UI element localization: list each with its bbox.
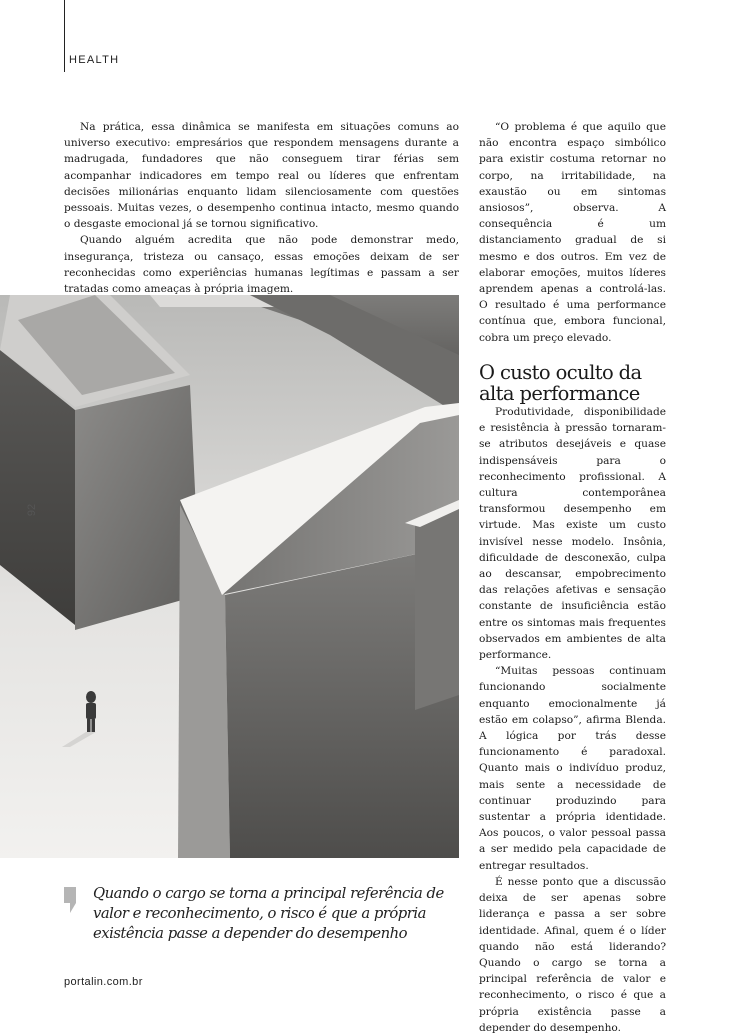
section-label: HEALTH bbox=[69, 54, 120, 66]
header-rule bbox=[64, 0, 65, 72]
right-text-column-bottom bbox=[479, 404, 666, 1036]
pullquote: Quando o cargo se torna a principal referência de valor e reconhecimento, o risco é que a própria existência passe a depender do desempenho bbox=[93, 885, 444, 942]
quote-mark-icon bbox=[64, 887, 76, 913]
paragraph: Quando alguém acredita que não pode demonstrar medo, insegurança, tristeza ou cansaço, essas emoções deixam de ser reconhecidas como experiências humanas legítimas e passam a ser tratadas como ameaças à própria imagem. bbox=[64, 234, 459, 296]
maze-illustration bbox=[0, 295, 459, 858]
footer-website: portalin.com.br bbox=[64, 976, 143, 988]
maze-image bbox=[0, 295, 459, 858]
subheading-block bbox=[479, 362, 669, 404]
right-text-column-top bbox=[479, 119, 666, 346]
paragraph: “Muitas pessoas continuam funcionando socialmente enquanto emocionalmente já estão em colapso”, afirma Blenda. A lógica por trás desse funcionamento é paradoxal. Quanto mais o indivíduo produz, mais sente a necessidade de continuar produzindo para sustentar a própria identidade. Aos poucos, o valor pessoal passa a ser medido pela capacidade de entregar resultados. bbox=[479, 665, 666, 872]
paragraph: “O problema é que aquilo que não encontra espaço simbólico para existir costuma retornar no corpo, na irritabilidade, na exaustão ou em sintomas ansiosos”, observa. A consequência é um distanciamento gradual de si mesmo e dos outros. Em vez de elaborar emoções, muitos líderes aprendem apenas a controlá-las. O resultado é uma performance contínua que, embora funcional, cobra um preço elevado. bbox=[479, 121, 666, 344]
paragraph: É nesse ponto que a discussão deixa de ser apenas sobre liderança e passa a ser sobre identidade. Afinal, quem é o líder quando não está liderando? Quando o cargo se torna a principal referência de valor e reconhecimento, o risco é que a própria existência passe a depender do desempenho. bbox=[479, 875, 666, 1034]
paragraph: Na prática, essa dinâmica se manifesta em situações comuns ao universo executivo: empresários que respondem mensagens durante a madrugada, fundadores que não conseguem tirar férias sem acompanhar indicadores em tempo real ou líderes que enfrentam decisões milionárias enquanto lidam silenciosamente com questões pessoais. Muitas vezes, o desempenho continua intacto, mesmo quando o desgaste emocional já se tornou significativo. bbox=[64, 121, 459, 231]
left-text-column bbox=[64, 119, 459, 297]
paragraph: Produtividade, disponibilidade e resistência à pressão tornaram-se atributos desejáveis e quase indispensáveis para o reconhecimento profissional. A cultura contemporânea transformou desempenho em virtude. Mas existe um custo invisível nesse modelo. Insônia, dificuldade de desconexão, culpa ao descansar, empobrecimento das relações afetivas e sensação constante de insuficiência estão entre os sintomas mais frequentes observados em ambientes de alta performance. bbox=[479, 406, 666, 662]
subheading: O custo oculto da alta performance bbox=[479, 361, 642, 405]
page-number: 92 bbox=[26, 503, 39, 517]
